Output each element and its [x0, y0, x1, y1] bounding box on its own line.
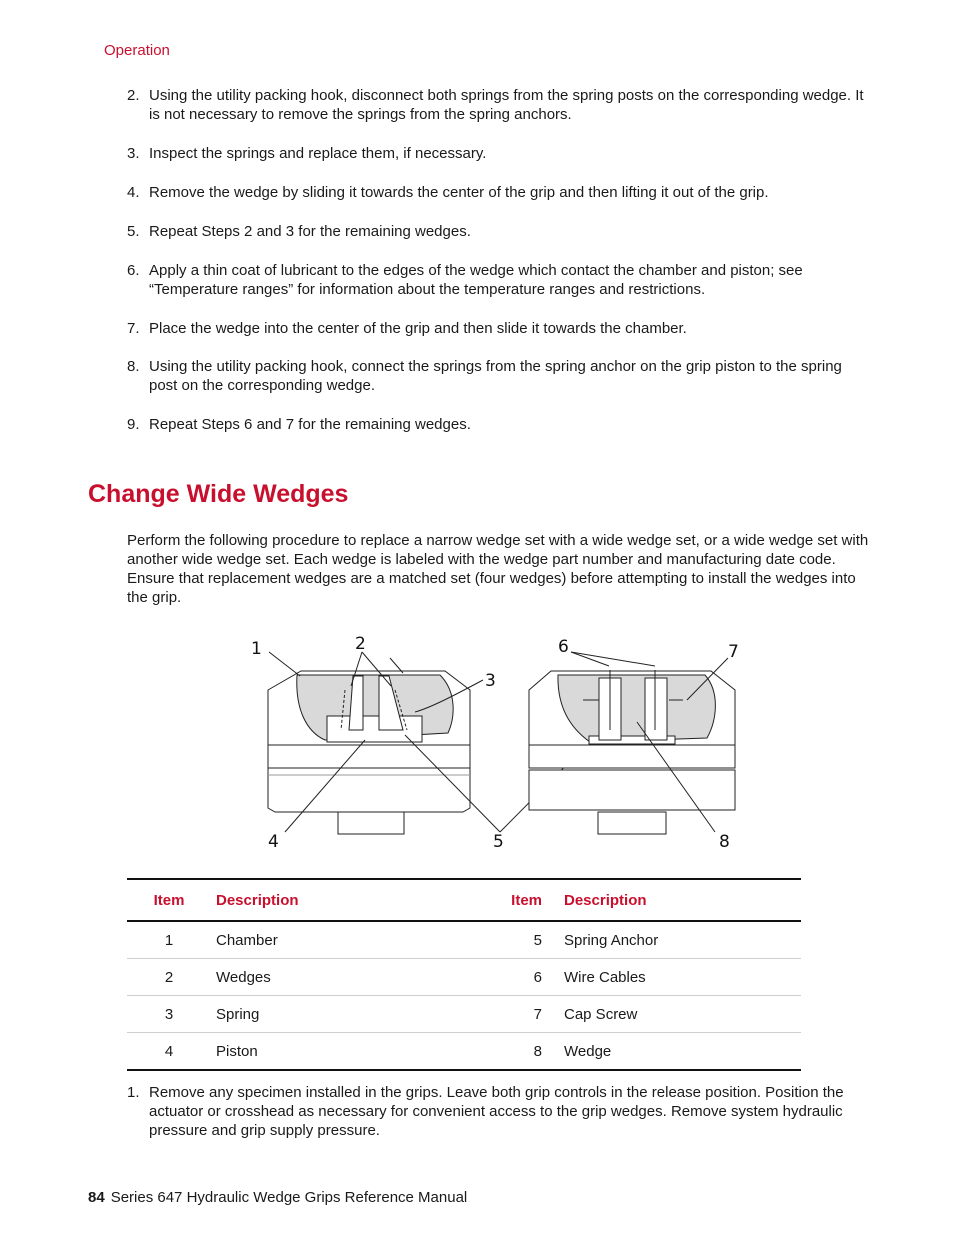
right-piston-ring	[529, 745, 735, 768]
callout-3: 3	[485, 671, 496, 691]
table-row: 1 Chamber 5 Spring Anchor	[127, 921, 801, 959]
step-item: 4. Remove the wedge by sliding it towards the center of the grip and then lifting it out of the grip.	[127, 184, 769, 201]
intro-paragraph: Perform the following procedure to replace a narrow wedge set with a wide wedge set, or a wide wedge set with another wide wedge set. Each wedge is labeled with the wedge part number and manufacturing date code. Ensure that replacement wedges are a matched set (four wedges) before attempting to install the wedges into the grip.	[127, 532, 869, 606]
manual-title: Series 647 Hydraulic Wedge Grips Reference Manual	[110, 1189, 468, 1206]
step-item: 5. Repeat Steps 2 and 3 for the remaining wedges.	[127, 223, 471, 240]
callout-8: 8	[719, 832, 730, 852]
callout-6: 6	[558, 637, 569, 657]
callout-4: 4	[268, 832, 279, 852]
column-header-item: Item	[153, 891, 185, 909]
table-row: 4 Piston 8 Wedge	[127, 1033, 801, 1071]
wedge-grip-diagram	[245, 630, 745, 855]
right-wedge-b	[645, 678, 667, 740]
right-chamber-cavity	[558, 675, 715, 742]
step-item: 7. Place the wedge into the center of the grip and then slide it towards the chamber.	[127, 320, 687, 337]
table-row: 2 Wedges 6 Wire Cables	[127, 959, 801, 996]
callout-1: 1	[251, 639, 262, 659]
leader-6a	[571, 652, 609, 666]
column-header-description: Description	[216, 891, 299, 909]
left-grip-stem	[338, 812, 404, 834]
step-item: 1. Remove any specimen installed in the grips. Leave both grip controls in the release position. Position the actuator or crosshead as necessary for convenient access to the grip wedges. Remove system hydraulic pressure and grip supply pressure.	[127, 1084, 844, 1139]
page-number: 84	[88, 1189, 105, 1206]
callout-7: 7	[728, 642, 739, 662]
wedge-grip-figure	[245, 630, 745, 859]
column-header-item-2: Item	[511, 891, 542, 909]
column-header-description-2: Description	[564, 891, 647, 909]
right-grip-stem	[598, 812, 666, 834]
table-header-row	[127, 879, 801, 921]
item-description-table	[127, 878, 801, 1071]
right-grip-base	[529, 770, 735, 810]
section-header: Operation	[104, 42, 170, 59]
leader-1	[269, 652, 300, 676]
step-item: 6. Apply a thin coat of lubricant to the edges of the wedge which contact the chamber and piston; see “Temperature ranges” for information about the temperature ranges and restrictions.	[127, 262, 803, 298]
step-item: 2. Using the utility packing hook, disconnect both springs from the spring posts on the corresponding wedge. It is not necessary to remove the springs from the spring anchors.	[127, 87, 864, 123]
section-heading: Change Wide Wedges	[88, 480, 349, 508]
page-footer	[88, 1189, 467, 1206]
step-item: 8. Using the utility packing hook, connect the springs from the spring anchor on the grip piston to the spring post on the corresponding wedge.	[127, 358, 842, 394]
step-item: 3. Inspect the springs and replace them, if necessary.	[127, 145, 487, 162]
callout-5: 5	[493, 832, 504, 852]
step-item: 9. Repeat Steps 6 and 7 for the remaining wedges.	[127, 416, 471, 433]
callout-2: 2	[355, 634, 366, 654]
leader-6b	[571, 652, 655, 666]
table-row: 3 Spring 7 Cap Screw	[127, 996, 801, 1033]
left-piston-ring	[268, 745, 470, 768]
